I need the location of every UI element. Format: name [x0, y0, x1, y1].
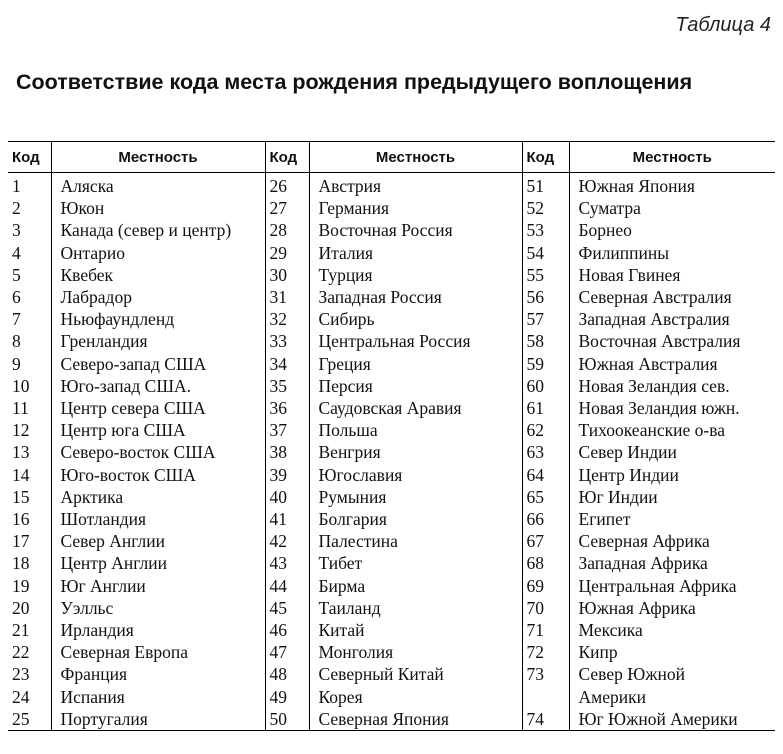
place-cell: Лабрадор	[51, 286, 265, 308]
place-cell: Арктика	[51, 486, 265, 508]
code-cell: 38	[265, 441, 309, 463]
code-cell: 49	[265, 686, 309, 708]
place-cell: Гренландия	[51, 330, 265, 352]
place-cell: Северная Япония	[309, 708, 522, 731]
table-row	[8, 663, 775, 685]
place-cell: Мексика	[578, 620, 643, 641]
code-cell: 59	[522, 353, 569, 375]
code-cell: 17	[8, 530, 51, 552]
place-cell: Германия	[309, 197, 522, 219]
place-cell: Центр севера США	[51, 397, 265, 419]
place-cell: Румыния	[309, 486, 522, 508]
place-cell: Шотландия	[51, 508, 265, 530]
place-cell: Юг Индии	[578, 486, 658, 507]
code-cell: 52	[522, 197, 569, 219]
place-cell: Север Южной	[578, 664, 685, 685]
place-cell: Северный Китай	[309, 663, 522, 685]
place-cell: Центральная Африка	[578, 575, 737, 596]
code-cell: 43	[265, 552, 309, 574]
place-cell: Турция	[309, 264, 522, 286]
code-cell: 66	[522, 508, 569, 530]
place-cell: Новая Зеландия южн.	[578, 398, 740, 419]
table-row	[8, 441, 775, 463]
place-cell: Западная Россия	[309, 286, 522, 308]
table-row	[8, 353, 775, 375]
place-cell: Северо-восток США	[51, 441, 265, 463]
place-cell: Польша	[309, 419, 522, 441]
code-cell: 72	[522, 641, 569, 663]
place-cell: Новая Гвинея	[578, 264, 681, 285]
code-cell: 24	[8, 686, 51, 708]
place-cell: Северная Африка	[578, 531, 710, 552]
place-cell: Северная Европа	[51, 641, 265, 663]
table-row	[8, 597, 775, 619]
code-cell: 32	[265, 308, 309, 330]
place-cell: Сибирь	[309, 308, 522, 330]
place-cell: Болгария	[309, 508, 522, 530]
place-cell: Центр Англии	[51, 552, 265, 574]
code-cell: 18	[8, 552, 51, 574]
code-cell: 48	[265, 663, 309, 685]
table-row	[8, 308, 775, 330]
column-header-place: Местность	[51, 142, 265, 173]
place-cell: Италия	[309, 242, 522, 264]
place-cell: Канада (север и центр)	[51, 219, 265, 241]
table-row	[8, 508, 775, 530]
table-row	[8, 197, 775, 219]
code-cell	[522, 686, 569, 708]
code-cell: 19	[8, 575, 51, 597]
code-cell: 35	[265, 375, 309, 397]
birthplace-code-table	[8, 141, 775, 731]
column-header-code: Код	[8, 142, 51, 173]
code-cell: 61	[522, 397, 569, 419]
place-cell: Центральная Россия	[309, 330, 522, 352]
place-cell: Франция	[51, 663, 265, 685]
code-cell: 27	[265, 197, 309, 219]
code-cell: 5	[8, 264, 51, 286]
code-cell: 6	[8, 286, 51, 308]
place-cell: Тихоокеанские о-ва	[578, 420, 726, 441]
place-cell: Монголия	[309, 641, 522, 663]
code-cell: 28	[265, 219, 309, 241]
code-cell: 36	[265, 397, 309, 419]
code-cell: 23	[8, 663, 51, 685]
table-row	[8, 397, 775, 419]
page-title: Соответствие кода места рождения предыдущего воплощения	[16, 70, 693, 94]
place-cell: Персия	[309, 375, 522, 397]
table-number: Таблица 4	[675, 14, 771, 36]
code-cell: 65	[522, 486, 569, 508]
table-row	[8, 486, 775, 508]
code-cell: 41	[265, 508, 309, 530]
code-cell: 67	[522, 530, 569, 552]
code-cell: 31	[265, 286, 309, 308]
place-cell: Америки	[578, 686, 646, 707]
code-cell: 57	[522, 308, 569, 330]
code-cell: 13	[8, 441, 51, 463]
code-cell: 74	[522, 708, 569, 731]
place-cell: Западная Австралия	[578, 309, 730, 330]
table-row	[8, 330, 775, 352]
code-cell: 9	[8, 353, 51, 375]
code-cell: 16	[8, 508, 51, 530]
code-cell: 7	[8, 308, 51, 330]
place-cell: Юг Южной Америки	[578, 708, 738, 729]
table-row	[8, 641, 775, 663]
place-cell: Центр юга США	[51, 419, 265, 441]
code-cell: 22	[8, 641, 51, 663]
code-cell: 39	[265, 464, 309, 486]
table-row	[8, 173, 775, 198]
place-cell: Южная Африка	[578, 597, 696, 618]
code-cell: 70	[522, 597, 569, 619]
place-cell: Ньюфаундленд	[51, 308, 265, 330]
code-cell: 62	[522, 419, 569, 441]
code-cell: 1	[8, 173, 51, 198]
place-cell: Юго-восток США	[51, 464, 265, 486]
place-cell: Борнео	[578, 220, 632, 241]
place-cell: Северная Австралия	[578, 287, 732, 308]
place-cell: Квебек	[51, 264, 265, 286]
code-cell: 12	[8, 419, 51, 441]
code-cell: 69	[522, 575, 569, 597]
code-cell: 26	[265, 173, 309, 198]
code-cell: 30	[265, 264, 309, 286]
place-cell: Уэлльс	[51, 597, 265, 619]
place-cell: Западная Африка	[578, 553, 708, 574]
place-cell: Австрия	[309, 173, 522, 198]
place-cell: Юго-запад США.	[51, 375, 265, 397]
code-cell: 63	[522, 441, 569, 463]
place-cell: Бирма	[309, 575, 522, 597]
table-row	[8, 530, 775, 552]
table-row	[8, 708, 775, 731]
code-cell: 56	[522, 286, 569, 308]
code-cell: 42	[265, 530, 309, 552]
place-cell: Венгрия	[309, 441, 522, 463]
place-cell: Север Англии	[51, 530, 265, 552]
code-cell: 40	[265, 486, 309, 508]
place-cell: Ирландия	[51, 619, 265, 641]
code-cell: 33	[265, 330, 309, 352]
place-cell: Аляска	[51, 173, 265, 198]
code-cell: 73	[522, 663, 569, 685]
place-cell: Северо-запад США	[51, 353, 265, 375]
code-cell: 46	[265, 619, 309, 641]
code-cell: 21	[8, 619, 51, 641]
column-header-place: Местность	[309, 142, 522, 173]
place-cell: Греция	[309, 353, 522, 375]
place-cell: Палестина	[309, 530, 522, 552]
code-cell: 20	[8, 597, 51, 619]
code-cell: 37	[265, 419, 309, 441]
code-cell: 10	[8, 375, 51, 397]
code-cell: 58	[522, 330, 569, 352]
code-cell: 64	[522, 464, 569, 486]
place-cell: Тибет	[309, 552, 522, 574]
place-cell: Восточная Австралия	[578, 331, 741, 352]
table-row	[8, 375, 775, 397]
code-cell: 45	[265, 597, 309, 619]
place-cell: Китай	[309, 619, 522, 641]
code-cell: 44	[265, 575, 309, 597]
code-cell: 50	[265, 708, 309, 731]
place-cell: Юг Англии	[51, 575, 265, 597]
code-cell: 54	[522, 242, 569, 264]
place-cell: Центр Индии	[578, 464, 679, 485]
place-cell: Испания	[51, 686, 265, 708]
table-row	[8, 419, 775, 441]
code-cell: 14	[8, 464, 51, 486]
place-cell: Португалия	[51, 708, 265, 731]
place-cell: Восточная Россия	[309, 219, 522, 241]
table-row	[8, 464, 775, 486]
column-header-code: Код	[522, 142, 569, 173]
place-cell: Юкон	[51, 197, 265, 219]
column-header-code: Код	[265, 142, 309, 173]
place-cell: Корея	[309, 686, 522, 708]
code-cell: 47	[265, 641, 309, 663]
code-cell: 34	[265, 353, 309, 375]
code-cell: 71	[522, 619, 569, 641]
code-cell: 53	[522, 219, 569, 241]
code-cell: 29	[265, 242, 309, 264]
place-cell: Суматра	[578, 198, 641, 219]
table-row	[8, 552, 775, 574]
place-cell: Южная Япония	[578, 176, 695, 196]
table-row	[8, 686, 775, 708]
place-cell: Югославия	[309, 464, 522, 486]
table-header-row	[8, 142, 775, 173]
place-cell: Таиланд	[309, 597, 522, 619]
code-cell: 8	[8, 330, 51, 352]
table-row	[8, 286, 775, 308]
code-cell: 3	[8, 219, 51, 241]
table-row	[8, 619, 775, 641]
place-cell: Север Индии	[578, 442, 677, 463]
code-cell: 25	[8, 708, 51, 731]
table-row	[8, 264, 775, 286]
code-cell: 4	[8, 242, 51, 264]
code-cell: 68	[522, 552, 569, 574]
table-row	[8, 219, 775, 241]
place-cell: Египет	[578, 509, 631, 530]
place-cell: Онтарио	[51, 242, 265, 264]
code-cell: 51	[522, 173, 569, 198]
code-cell: 60	[522, 375, 569, 397]
table-row	[8, 242, 775, 264]
code-cell: 15	[8, 486, 51, 508]
place-cell: Кипр	[578, 642, 618, 663]
place-cell: Филиппины	[578, 242, 670, 263]
table-row	[8, 575, 775, 597]
code-cell: 11	[8, 397, 51, 419]
place-cell: Южная Австралия	[578, 353, 718, 374]
code-cell: 2	[8, 197, 51, 219]
place-cell: Саудовская Аравия	[309, 397, 522, 419]
column-header-place: Местность	[569, 142, 775, 173]
place-cell: Новая Зеландия сев.	[578, 375, 730, 396]
code-cell: 55	[522, 264, 569, 286]
